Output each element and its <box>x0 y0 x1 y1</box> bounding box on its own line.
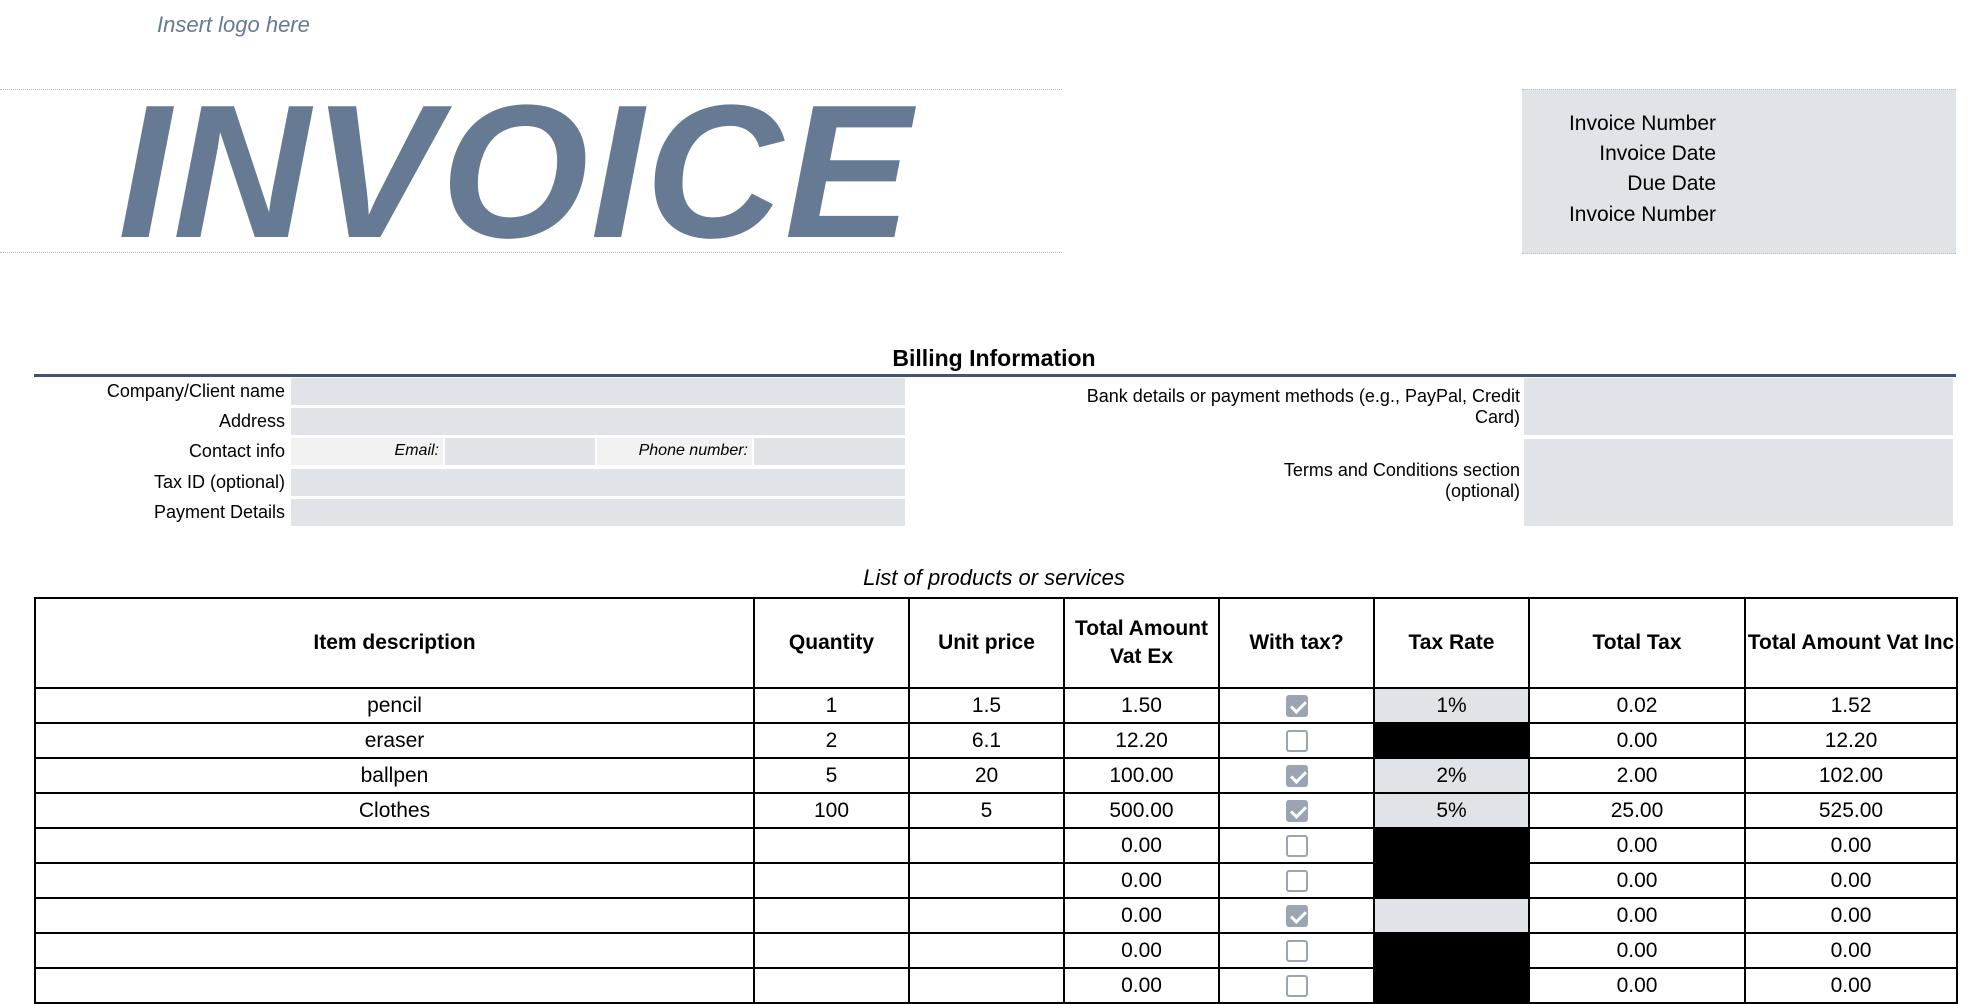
with-tax-checkbox[interactable] <box>1286 940 1308 962</box>
table-row <box>35 723 1957 758</box>
item-cell[interactable]: pencil <box>35 688 754 723</box>
quantity-cell[interactable] <box>754 863 909 898</box>
table-row <box>35 898 1957 933</box>
table-row <box>35 968 1957 1003</box>
header-total-vat-inc: Total Amount Vat Inc <box>1745 598 1957 688</box>
total-tax-cell: 0.00 <box>1529 968 1745 1003</box>
unit-price-cell[interactable]: 6.1 <box>909 723 1064 758</box>
vat-inc-cell: 102.00 <box>1745 758 1957 793</box>
tax-rate-cell[interactable]: 1% <box>1374 688 1529 723</box>
invoice-title: INVOICE <box>118 66 914 278</box>
vat-inc-cell: 0.00 <box>1745 933 1957 968</box>
header-total-tax: Total Tax <box>1529 598 1745 688</box>
with-tax-cell <box>1219 898 1374 933</box>
company-field[interactable] <box>291 378 905 405</box>
with-tax-cell <box>1219 828 1374 863</box>
address-label: Address <box>218 411 285 431</box>
tax-rate-cell[interactable] <box>1374 933 1529 968</box>
total-tax-cell: 0.02 <box>1529 688 1745 723</box>
terms-field[interactable] <box>1524 439 1953 526</box>
title-bottom-divider <box>0 252 1062 253</box>
invoice-number-label: Invoice Number <box>1568 112 1716 135</box>
unit-price-cell[interactable] <box>909 863 1064 898</box>
tax-id-field[interactable] <box>291 469 905 496</box>
vat-ex-cell: 0.00 <box>1064 828 1219 863</box>
unit-price-cell[interactable]: 1.5 <box>909 688 1064 723</box>
quantity-cell[interactable]: 2 <box>754 723 909 758</box>
quantity-cell[interactable]: 1 <box>754 688 909 723</box>
table-row <box>35 758 1957 793</box>
total-tax-cell: 2.00 <box>1529 758 1745 793</box>
item-cell[interactable]: eraser <box>35 723 754 758</box>
unit-price-cell[interactable] <box>909 933 1064 968</box>
terms-label: Terms and Conditions section (optional) <box>1283 460 1520 501</box>
tax-rate-cell[interactable] <box>1374 968 1529 1003</box>
total-tax-cell: 0.00 <box>1529 933 1745 968</box>
header-tax-rate: Tax Rate <box>1374 598 1529 688</box>
with-tax-checkbox[interactable] <box>1286 765 1308 787</box>
quantity-cell[interactable] <box>754 968 909 1003</box>
item-cell[interactable] <box>35 863 754 898</box>
due-date-label: Due Date <box>1627 172 1716 195</box>
vat-ex-cell: 0.00 <box>1064 898 1219 933</box>
tax-id-label: Tax ID (optional) <box>153 472 285 492</box>
payment-details-field[interactable] <box>291 499 905 526</box>
tax-rate-cell[interactable]: 2% <box>1374 758 1529 793</box>
with-tax-cell <box>1219 863 1374 898</box>
item-cell[interactable] <box>35 898 754 933</box>
vat-inc-cell: 0.00 <box>1745 828 1957 863</box>
item-cell[interactable]: ballpen <box>35 758 754 793</box>
billing-title: Billing Information <box>892 345 1096 371</box>
with-tax-checkbox[interactable] <box>1286 835 1308 857</box>
tax-rate-cell[interactable] <box>1374 898 1529 933</box>
header-total-vat-ex: Total Amount Vat Ex <box>1064 598 1219 688</box>
unit-price-cell[interactable]: 5 <box>909 793 1064 828</box>
vat-inc-cell: 12.20 <box>1745 723 1957 758</box>
tax-rate-cell[interactable] <box>1374 863 1529 898</box>
unit-price-cell[interactable] <box>909 898 1064 933</box>
vat-ex-cell: 0.00 <box>1064 968 1219 1003</box>
products-body <box>35 688 1957 1003</box>
quantity-cell[interactable]: 5 <box>754 758 909 793</box>
email-field[interactable] <box>445 438 595 465</box>
item-cell[interactable] <box>35 968 754 1003</box>
header-item-description: Item description <box>35 598 754 688</box>
total-tax-cell: 0.00 <box>1529 723 1745 758</box>
with-tax-checkbox[interactable] <box>1286 800 1308 822</box>
vat-ex-cell: 0.00 <box>1064 863 1219 898</box>
total-tax-cell: 0.00 <box>1529 828 1745 863</box>
bank-details-field[interactable] <box>1524 378 1953 435</box>
email-label: Email: <box>394 442 439 459</box>
total-tax-cell: 25.00 <box>1529 793 1745 828</box>
with-tax-cell <box>1219 968 1374 1003</box>
phone-label: Phone number: <box>638 442 748 459</box>
table-row <box>35 863 1957 898</box>
table-row <box>35 933 1957 968</box>
item-cell[interactable] <box>35 828 754 863</box>
item-cell[interactable]: Clothes <box>35 793 754 828</box>
header-with-tax: With tax? <box>1219 598 1374 688</box>
billing-divider <box>34 374 1956 377</box>
invoice-number-label-2: Invoice Number <box>1568 203 1716 226</box>
tax-rate-cell[interactable] <box>1374 723 1529 758</box>
email-label-cell <box>291 438 443 465</box>
total-tax-cell: 0.00 <box>1529 898 1745 933</box>
with-tax-checkbox[interactable] <box>1286 870 1308 892</box>
phone-field[interactable] <box>754 438 905 465</box>
table-row <box>35 828 1957 863</box>
phone-label-cell <box>597 438 752 465</box>
unit-price-cell[interactable]: 20 <box>909 758 1064 793</box>
vat-ex-cell: 0.00 <box>1064 933 1219 968</box>
vat-ex-cell: 500.00 <box>1064 793 1219 828</box>
quantity-cell[interactable] <box>754 828 909 863</box>
vat-inc-cell: 525.00 <box>1745 793 1957 828</box>
vat-inc-cell: 0.00 <box>1745 968 1957 1003</box>
vat-ex-cell: 12.20 <box>1064 723 1219 758</box>
invoice-date-label: Invoice Date <box>1599 142 1716 165</box>
with-tax-cell <box>1219 758 1374 793</box>
header-unit-price: Unit price <box>909 598 1064 688</box>
with-tax-cell <box>1219 933 1374 968</box>
with-tax-checkbox[interactable] <box>1286 975 1308 997</box>
table-row <box>35 688 1957 723</box>
company-label: Company/Client name <box>106 381 285 401</box>
vat-inc-cell: 0.00 <box>1745 863 1957 898</box>
with-tax-cell <box>1219 688 1374 723</box>
tax-rate-cell[interactable] <box>1374 828 1529 863</box>
with-tax-checkbox[interactable] <box>1286 695 1308 717</box>
quantity-cell[interactable] <box>754 898 909 933</box>
unit-price-cell[interactable] <box>909 968 1064 1003</box>
total-tax-cell: 0.00 <box>1529 863 1745 898</box>
vat-inc-cell: 0.00 <box>1745 898 1957 933</box>
quantity-cell[interactable] <box>754 933 909 968</box>
invoice-meta-box <box>1522 89 1956 254</box>
products-title: List of products or services <box>863 565 1125 590</box>
unit-price-cell[interactable] <box>909 828 1064 863</box>
table-row <box>35 793 1957 828</box>
vat-ex-cell: 100.00 <box>1064 758 1219 793</box>
with-tax-cell <box>1219 723 1374 758</box>
quantity-cell[interactable]: 100 <box>754 793 909 828</box>
contact-label: Contact info <box>188 441 285 461</box>
address-field[interactable] <box>291 408 905 435</box>
vat-ex-cell: 1.50 <box>1064 688 1219 723</box>
with-tax-checkbox[interactable] <box>1286 905 1308 927</box>
logo-placeholder[interactable]: Insert logo here <box>157 12 310 37</box>
with-tax-checkbox[interactable] <box>1286 730 1308 752</box>
vat-inc-cell: 1.52 <box>1745 688 1957 723</box>
header-quantity: Quantity <box>754 598 909 688</box>
bank-details-label: Bank details or payment methods (e.g., PayPal, Credit Card) <box>1086 386 1520 427</box>
products-table <box>34 597 1958 1004</box>
table-header-row <box>35 598 1957 688</box>
tax-rate-cell[interactable]: 5% <box>1374 793 1529 828</box>
payment-details-label: Payment Details <box>153 502 285 522</box>
item-cell[interactable] <box>35 933 754 968</box>
with-tax-cell <box>1219 793 1374 828</box>
